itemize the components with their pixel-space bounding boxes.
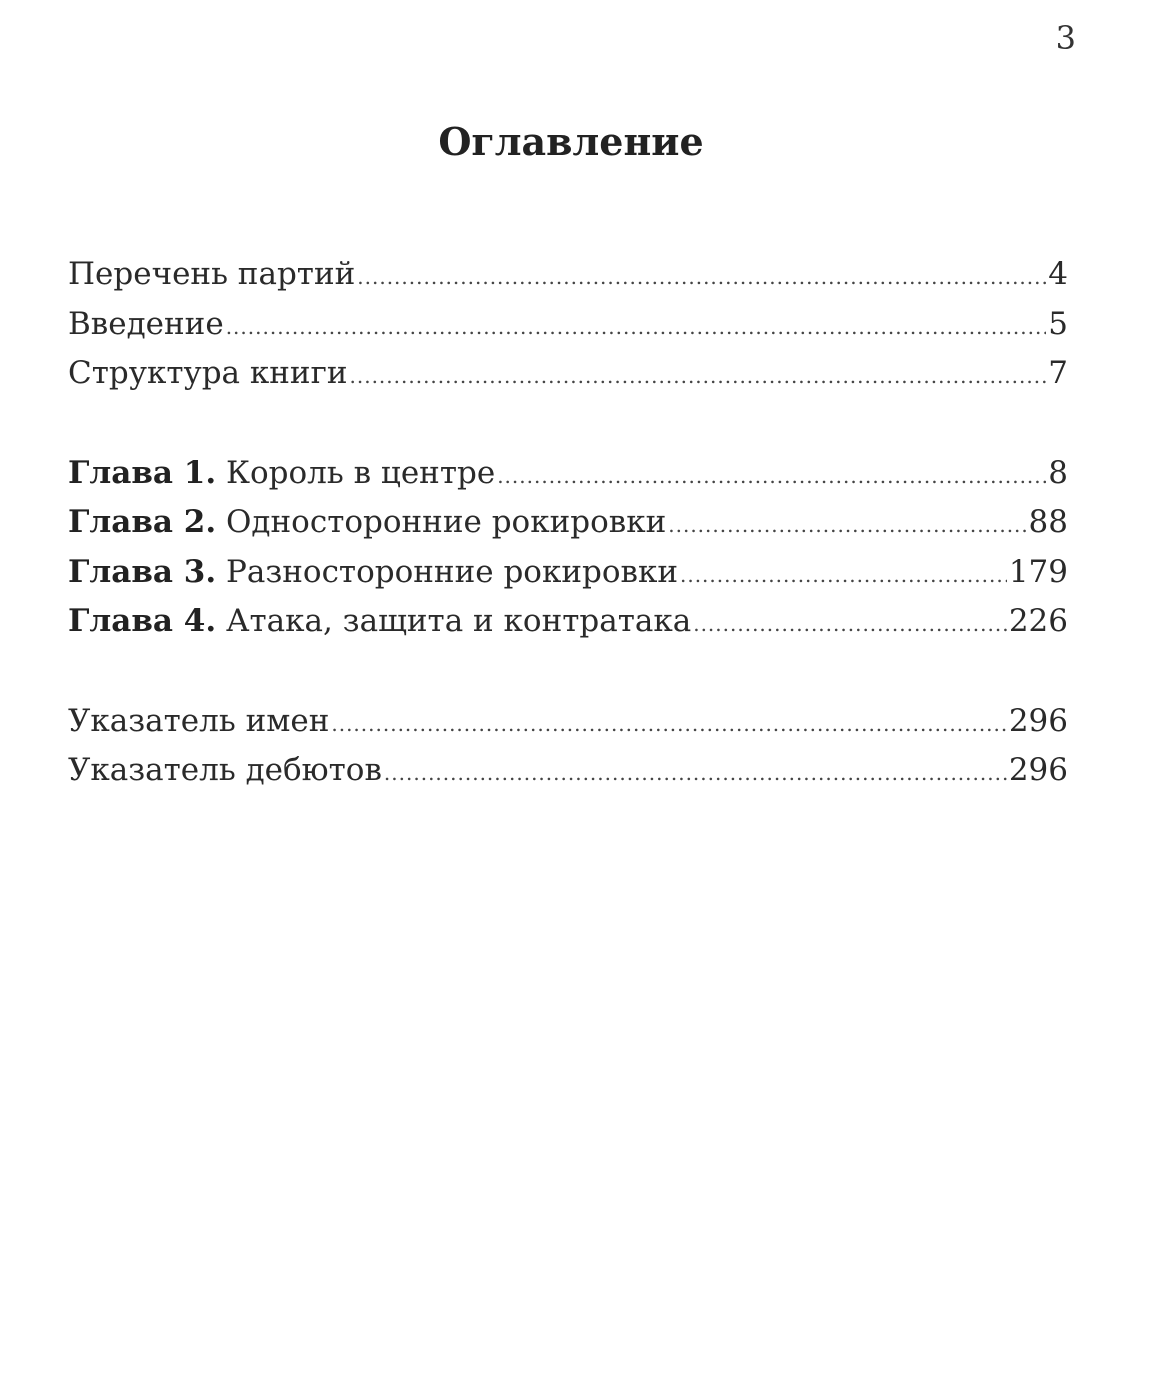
- toc-chapter-entry[interactable]: [68, 449, 1068, 499]
- dot-leader: [680, 551, 1007, 598]
- dot-leader: [668, 501, 1026, 548]
- toc-entry[interactable]: [68, 250, 1068, 300]
- toc-chapter-entry[interactable]: [68, 597, 1068, 647]
- toc-chapter-entry[interactable]: [68, 548, 1068, 598]
- toc-entry-label: Односторонние рокировки: [226, 504, 667, 540]
- dot-leader: [350, 352, 1047, 399]
- toc-entry-page: 4: [1048, 256, 1068, 292]
- toc-entry[interactable]: [68, 697, 1068, 747]
- toc-entry-page: 226: [1008, 603, 1068, 639]
- toc-entry-label: Введение: [68, 305, 224, 342]
- toc-entry-label: Король в центре: [226, 454, 496, 491]
- toc-group-front-matter: [68, 250, 1068, 399]
- toc-entry-label: Перечень партий: [68, 256, 356, 292]
- dot-leader: [226, 303, 1047, 350]
- toc-entry-page: 179: [1008, 553, 1068, 590]
- chapter-prefix: Глава 4.: [68, 603, 217, 639]
- toc-entry-page: 7: [1048, 355, 1068, 391]
- chapter-prefix: Глава 1.: [68, 454, 217, 491]
- dot-leader: [357, 253, 1046, 300]
- page-number: 3: [1055, 19, 1076, 57]
- dot-leader: [331, 700, 1006, 747]
- toc-entry[interactable]: [68, 746, 1068, 796]
- chapter-prefix: Глава 2.: [68, 504, 217, 540]
- table-of-contents: [68, 250, 1068, 796]
- toc-entry-label: Структура книги: [68, 355, 348, 391]
- toc-entry[interactable]: [68, 300, 1068, 350]
- toc-entry-label: Атака, защита и контратака: [226, 603, 692, 639]
- chapter-prefix: Глава 3.: [68, 553, 217, 590]
- page-title: Оглавление: [438, 119, 704, 164]
- toc-entry-label: Указатель дебютов: [68, 752, 382, 788]
- dot-leader: [693, 600, 1007, 647]
- toc-group-indexes: [68, 697, 1068, 796]
- toc-entry-page: 296: [1008, 752, 1068, 788]
- toc-entry-page: 5: [1048, 305, 1068, 342]
- toc-entry-label: Разносторонние рокировки: [226, 553, 678, 590]
- toc-entry-page: 8: [1048, 454, 1068, 491]
- dot-leader: [497, 452, 1046, 499]
- toc-entry-page: 88: [1028, 504, 1068, 540]
- toc-entry-label: Указатель имен: [68, 702, 330, 739]
- toc-chapter-entry[interactable]: [68, 498, 1068, 548]
- toc-group-chapters: [68, 449, 1068, 647]
- toc-entry[interactable]: [68, 349, 1068, 399]
- dot-leader: [384, 749, 1007, 796]
- toc-entry-page: 296: [1008, 702, 1068, 739]
